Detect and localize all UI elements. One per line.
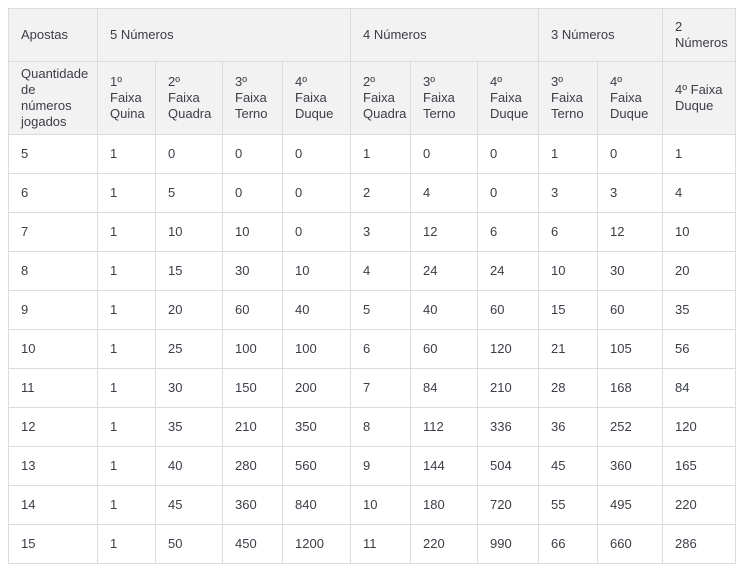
value-cell: 4 [351,252,411,291]
value-cell: 100 [283,330,351,369]
value-cell: 45 [156,486,223,525]
column-header: 4º Faixa Duque [598,62,663,135]
value-cell: 5 [351,291,411,330]
value-cell: 144 [411,447,478,486]
value-cell: 504 [478,447,539,486]
value-cell: 7 [351,369,411,408]
value-cell: 24 [478,252,539,291]
value-cell: 0 [223,174,283,213]
value-cell: 84 [663,369,736,408]
value-cell: 35 [663,291,736,330]
column-group-header: 5 Números [98,9,351,62]
column-group-header: 3 Números [539,9,663,62]
value-cell: 660 [598,525,663,564]
column-header: 4º Faixa Duque [478,62,539,135]
value-cell: 350 [283,408,351,447]
column-group-header: Apostas [9,9,98,62]
value-cell: 21 [539,330,598,369]
table-row [9,330,736,369]
value-cell: 40 [283,291,351,330]
value-cell: 165 [663,447,736,486]
value-cell: 50 [156,525,223,564]
value-cell: 220 [411,525,478,564]
value-cell: 60 [411,330,478,369]
table-header [9,9,736,135]
value-cell: 1 [98,369,156,408]
value-cell: 4 [411,174,478,213]
value-cell: 20 [663,252,736,291]
value-cell: 0 [411,135,478,174]
value-cell: 3 [539,174,598,213]
value-cell: 100 [223,330,283,369]
header-group-row [9,9,736,62]
value-cell: 6 [351,330,411,369]
value-cell: 8 [351,408,411,447]
value-cell: 15 [156,252,223,291]
value-cell: 12 [411,213,478,252]
value-cell: 28 [539,369,598,408]
value-cell: 0 [156,135,223,174]
value-cell: 66 [539,525,598,564]
value-cell: 1 [98,408,156,447]
value-cell: 720 [478,486,539,525]
value-cell: 0 [598,135,663,174]
value-cell: 990 [478,525,539,564]
value-cell: 9 [351,447,411,486]
table-row [9,135,736,174]
value-cell: 3 [351,213,411,252]
row-label-cell: 5 [9,135,98,174]
value-cell: 336 [478,408,539,447]
value-cell: 30 [223,252,283,291]
value-cell: 360 [598,447,663,486]
column-header: 4º Faixa Duque [283,62,351,135]
row-label-cell: 10 [9,330,98,369]
value-cell: 360 [223,486,283,525]
value-cell: 60 [478,291,539,330]
value-cell: 1 [539,135,598,174]
value-cell: 1 [98,252,156,291]
value-cell: 20 [156,291,223,330]
value-cell: 450 [223,525,283,564]
value-cell: 286 [663,525,736,564]
value-cell: 40 [156,447,223,486]
value-cell: 10 [663,213,736,252]
value-cell: 6 [478,213,539,252]
column-header: 1º Faixa Quina [98,62,156,135]
table-row [9,486,736,525]
row-label-cell: 8 [9,252,98,291]
column-header: 2º Faixa Quadra [351,62,411,135]
value-cell: 0 [283,135,351,174]
table-row [9,213,736,252]
value-cell: 0 [283,174,351,213]
value-cell: 0 [223,135,283,174]
value-cell: 10 [223,213,283,252]
table-row [9,525,736,564]
prize-table-container [8,8,736,564]
value-cell: 168 [598,369,663,408]
table-row [9,174,736,213]
table-row [9,369,736,408]
value-cell: 4 [663,174,736,213]
value-cell: 56 [663,330,736,369]
value-cell: 0 [478,174,539,213]
row-label-cell: 12 [9,408,98,447]
value-cell: 252 [598,408,663,447]
value-cell: 1 [98,174,156,213]
value-cell: 280 [223,447,283,486]
value-cell: 210 [223,408,283,447]
value-cell: 1 [98,330,156,369]
value-cell: 1 [351,135,411,174]
column-group-header: 2 Números [663,9,736,62]
value-cell: 15 [539,291,598,330]
value-cell: 30 [598,252,663,291]
value-cell: 1 [98,486,156,525]
value-cell: 120 [478,330,539,369]
value-cell: 1 [98,291,156,330]
table-body [9,135,736,564]
value-cell: 30 [156,369,223,408]
table-row [9,291,736,330]
row-label-cell: 14 [9,486,98,525]
value-cell: 10 [351,486,411,525]
value-cell: 150 [223,369,283,408]
value-cell: 6 [539,213,598,252]
column-group-header: 4 Números [351,9,539,62]
value-cell: 10 [283,252,351,291]
column-header: 3º Faixa Terno [539,62,598,135]
value-cell: 180 [411,486,478,525]
row-label-cell: 9 [9,291,98,330]
value-cell: 3 [598,174,663,213]
column-header-row [9,62,736,135]
value-cell: 560 [283,447,351,486]
value-cell: 0 [478,135,539,174]
value-cell: 5 [156,174,223,213]
row-label-cell: 11 [9,369,98,408]
value-cell: 2 [351,174,411,213]
value-cell: 40 [411,291,478,330]
value-cell: 12 [598,213,663,252]
value-cell: 1 [98,135,156,174]
value-cell: 60 [223,291,283,330]
value-cell: 105 [598,330,663,369]
value-cell: 495 [598,486,663,525]
value-cell: 1 [663,135,736,174]
column-header: 2º Faixa Quadra [156,62,223,135]
table-row [9,447,736,486]
value-cell: 220 [663,486,736,525]
column-header: Quantidade de números jogados [9,62,98,135]
value-cell: 840 [283,486,351,525]
column-header: 3º Faixa Terno [223,62,283,135]
value-cell: 55 [539,486,598,525]
value-cell: 36 [539,408,598,447]
row-label-cell: 6 [9,174,98,213]
value-cell: 120 [663,408,736,447]
row-label-cell: 13 [9,447,98,486]
value-cell: 45 [539,447,598,486]
value-cell: 210 [478,369,539,408]
value-cell: 10 [539,252,598,291]
row-label-cell: 7 [9,213,98,252]
column-header: 4º Faixa Duque [663,62,736,135]
value-cell: 11 [351,525,411,564]
value-cell: 1 [98,447,156,486]
prize-table [8,8,736,564]
value-cell: 35 [156,408,223,447]
value-cell: 1 [98,213,156,252]
value-cell: 25 [156,330,223,369]
value-cell: 24 [411,252,478,291]
table-row [9,408,736,447]
row-label-cell: 15 [9,525,98,564]
value-cell: 112 [411,408,478,447]
value-cell: 200 [283,369,351,408]
value-cell: 1200 [283,525,351,564]
value-cell: 84 [411,369,478,408]
table-row [9,252,736,291]
value-cell: 0 [283,213,351,252]
value-cell: 1 [98,525,156,564]
value-cell: 60 [598,291,663,330]
column-header: 3º Faixa Terno [411,62,478,135]
value-cell: 10 [156,213,223,252]
